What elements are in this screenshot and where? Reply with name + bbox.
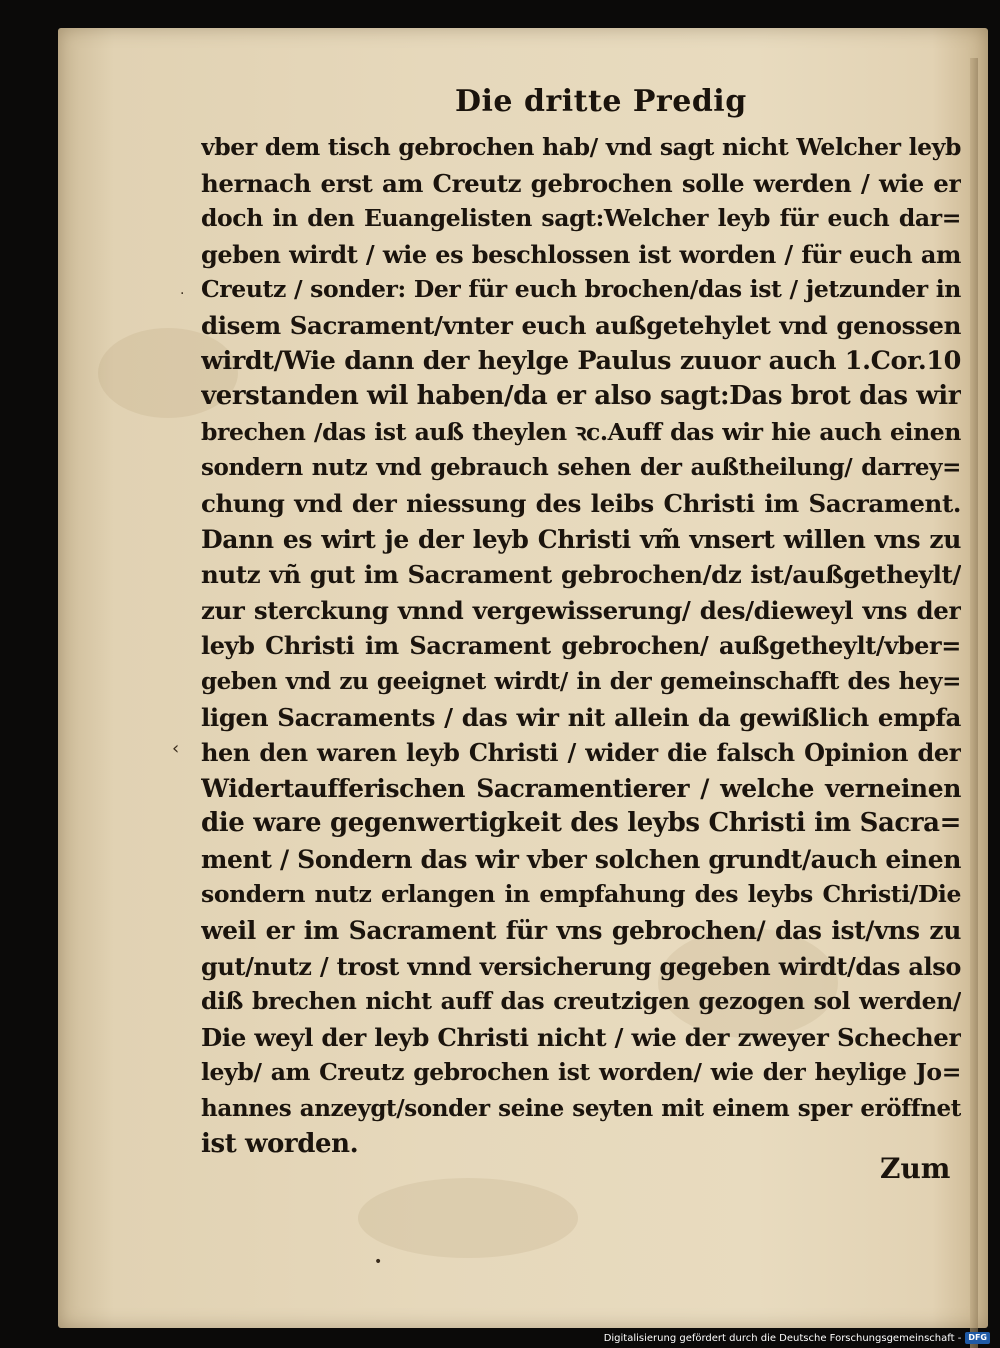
text-line: brechen /das ist auß theylen ꝛc.Auff das wir hie auch einen	[201, 417, 961, 446]
margin-tick-mark: ‹	[172, 738, 180, 759]
paper-stain	[358, 1178, 578, 1258]
text-line: nutz vñ gut im Sacrament gebrochen/dz ist/außgetheylt/	[201, 560, 961, 590]
page-edge-shadow	[970, 58, 978, 1348]
catchword: Zum	[880, 1152, 951, 1185]
text-line: Dann es wirt je der leyb Christi vm̃ vnsert willen vns zu	[201, 524, 961, 554]
text-line: sondern nutz erlangen in empfahung des leybs Christi/Die	[201, 880, 961, 909]
text-line: Creutz / sonder: Der für euch brochen/das ist / jetzunder in	[201, 275, 961, 304]
text-line: hernach erst am Creutz gebrochen solle werden / wie er	[201, 168, 961, 198]
text-line: ligen Sacraments / das wir nit allein da gewißlich empfa	[201, 702, 961, 732]
text-line: geben vnd zu geeignet wirdt/ in der gemeinschafft des hey=	[201, 667, 961, 695]
body-text	[201, 130, 961, 1162]
text-line: hannes anzeygt/sonder seine seyten mit einem sper eröffnet	[201, 1095, 961, 1123]
text-line: geben wirdt / wie es beschlossen ist worden / für euch am	[201, 239, 961, 269]
paper-speck: •	[374, 1254, 383, 1270]
text-line: zur sterckung vnnd vergewisserung/ des/dieweyl vns der	[201, 595, 961, 625]
footer-credit: Digitalisierung gefördert durch die Deutsche Forschungsgemeinschaft -	[603, 1332, 962, 1344]
dfg-logo: DFG	[965, 1332, 990, 1344]
text-line: leyb Christi im Sacrament gebrochen/ außgetheylt/vber=	[201, 631, 961, 661]
text-line: Die weyl der leyb Christi nicht / wie der zweyer Schecher	[201, 1022, 961, 1052]
text-line: Widertaufferischen Sacramentierer / welche verneinen	[201, 773, 961, 803]
text-line: disem Sacrament/vnter euch außgetehylet vnd genossen	[201, 310, 961, 340]
running-head: Die dritte Predig	[455, 84, 747, 119]
text-line: chung vnd der niessung des leibs Christi im Sacrament.	[201, 488, 961, 518]
text-line: vber dem tisch gebrochen hab/ vnd sagt nicht Welcher leyb	[201, 133, 961, 161]
digitization-footer	[604, 1330, 990, 1346]
margin-tick-mark: ·	[180, 286, 185, 302]
text-line: die ware gegenwertigkeit des leybs Christi im Sacra=	[201, 808, 961, 839]
text-line: weil er im Sacrament für vns gebrochen/ das ist/vns zu	[201, 916, 961, 946]
text-line: ist worden.	[201, 1128, 359, 1159]
text-line: gut/nutz / trost vnnd versicherung gegeben wirdt/das also	[201, 951, 961, 981]
text-line: doch in den Euangelisten sagt:Welcher leyb für euch dar=	[201, 204, 961, 233]
text-line: verstanden wil haben/da er also sagt:Das brot das wir	[201, 381, 961, 412]
text-line: ment / Sondern das wir vber solchen grundt/auch einen	[201, 844, 961, 874]
text-line: sondern nutz vnd gebrauch sehen der außtheilung/ darrey=	[201, 454, 961, 482]
text-line: diß brechen nicht auff das creutzigen gezogen sol werden/	[201, 987, 961, 1016]
text-line: hen den waren leyb Christi / wider die falsch Opinion der	[201, 738, 961, 768]
text-line: leyb/ am Creutz gebrochen ist worden/ wie der heylige Jo=	[201, 1058, 961, 1087]
text-line: wirdt/Wie dann der heylge Paulus zuuor auch 1.Cor.10	[201, 345, 961, 376]
